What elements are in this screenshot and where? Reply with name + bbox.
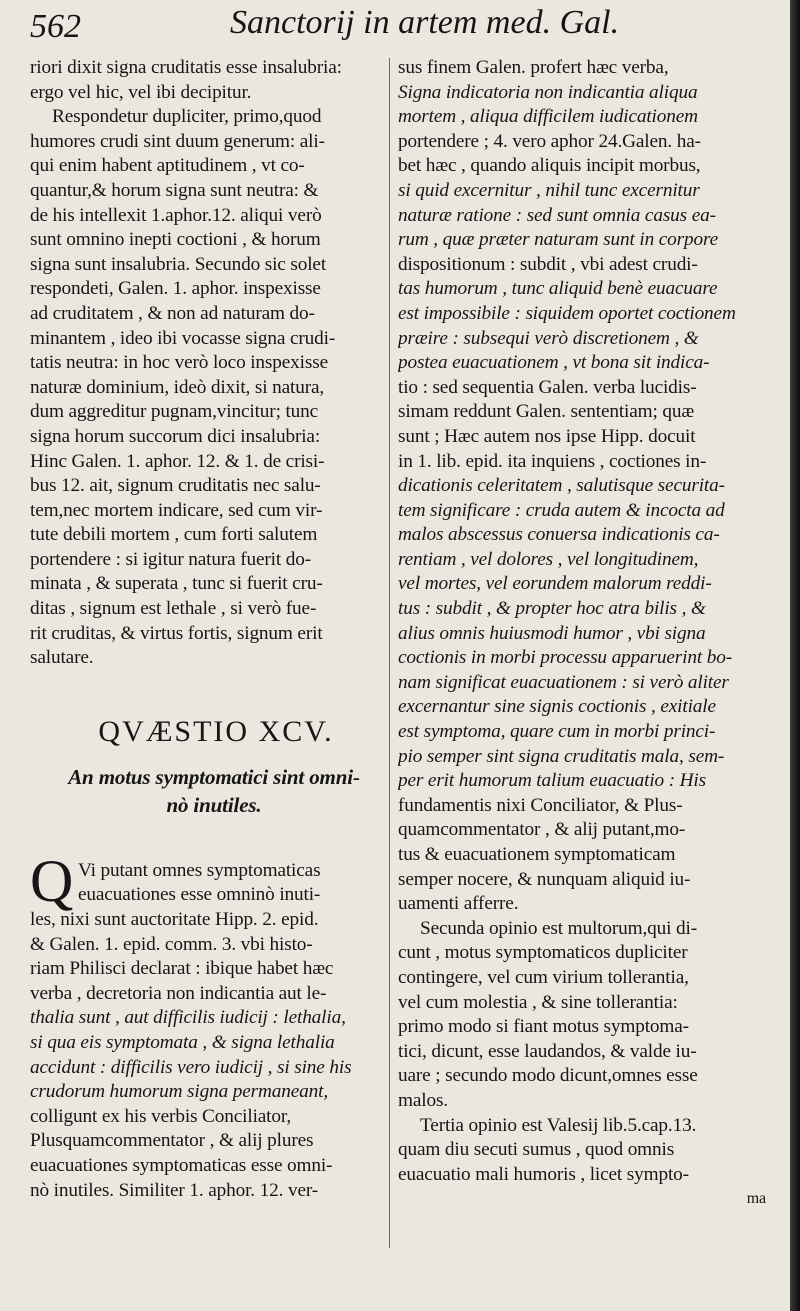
text-line: colligunt ex his verbis Conciliator, [30, 1105, 292, 1127]
text-line: ergo vel hic, vel ibi decipitur. [30, 81, 252, 103]
text-line: uare ; secundo modo dicunt,omnes esse [398, 1065, 698, 1087]
text-line: portendere ; 4. vero aphor 24.Galen. ha- [398, 130, 701, 152]
text-line: uamenti afferre. [398, 893, 519, 915]
text-line: est symptoma, quare cum in morbi princi- [398, 721, 716, 743]
text-line: alius omnis huiusmodi humor , vbi signa [398, 622, 706, 644]
text-line: pio semper sint signa cruditatis mala, sem- [398, 745, 725, 767]
text-line: sunt omnino inepti coctioni , & horum [30, 229, 321, 251]
text-line: crudorum humorum signa permaneant, [30, 1081, 329, 1103]
text-line: ad cruditatem , & non ad naturam do- [30, 302, 315, 324]
text-line: dum aggreditur pugnam,vincitur; tunc [30, 401, 319, 423]
text-line: & Galen. 1. epid. comm. 3. vbi histo- [30, 933, 313, 955]
text-line: thalia sunt , aut difficilis iudicij : lethalia, [30, 1007, 346, 1029]
text-line: rentiam , vel dolores , vel longitudinem, [398, 548, 699, 570]
running-title: Sanctorij in artem med. Gal. [230, 4, 620, 41]
text-line: bus 12. ait, signum cruditatis nec salu- [30, 475, 321, 497]
text-line: Secunda opinio est multorum,qui di- [420, 917, 697, 939]
text-line: Hinc Galen. 1. aphor. 12. & 1. de crisi- [30, 450, 325, 472]
page-edge-shadow [790, 0, 800, 1311]
spacer [30, 753, 382, 763]
text-line: signa sunt insalubria. Secundo sic solet [30, 253, 327, 275]
right-column [398, 56, 766, 1212]
drop-cap: Q [30, 847, 74, 914]
text-line: ditas , signum est lethale , si verò fue- [30, 598, 317, 620]
text-line: simam reddunt Galen. sententiam; quæ [398, 401, 695, 423]
text-line: tio : sed sequentia Galen. verba lucidis- [398, 376, 697, 398]
text-line: si quid excernitur , nihil tunc excernitur [398, 179, 700, 201]
text-line: euacuatio mali humoris , licet sympto- [398, 1163, 689, 1185]
text-line: qui enim habent aptitudinem , vt co- [30, 155, 305, 177]
text-line: fundamentis nixi Conciliator, & Plus- [398, 794, 683, 816]
text-line: minata , & superata , tunc si fuerit cru- [30, 573, 323, 595]
text-line: per erit humorum talium euacuatio : His [398, 770, 706, 792]
page-header [30, 4, 770, 54]
text-line: tute debili mortem , cum forti salutem [30, 524, 318, 546]
text-line: quam diu secuti sumus , quod omnis [398, 1139, 675, 1161]
text-line: malos abscessus conuersa indicationis ca- [398, 524, 720, 546]
text-line: si qua eis symptomata , & signa lethalia [30, 1032, 335, 1053]
text-line: mortem , aliqua difficilem iudicationem [398, 106, 698, 128]
text-line: tici, dicunt, esse laudandos, & valde iu- [398, 1040, 697, 1062]
text-line: bet hæc , quando aliquis incipit morbus, [398, 155, 701, 177]
text-line: respondeti, Galen. 1. aphor. inspexisse [30, 278, 321, 300]
text-line: vel mortes, vel eorundem malorum reddi- [398, 573, 712, 595]
text-line: riam Philisci declarat : ibique habet hæc [30, 958, 334, 980]
text-line: Plusquamcommentator , & alij plures [30, 1130, 314, 1152]
question-title: QVÆSTIO XCV. [98, 714, 334, 748]
text-line: euacuationes esse omninò inuti- [78, 884, 321, 906]
text-line: postea euacuationem , vt bona sit indica- [398, 352, 710, 374]
text-line: vel cum molestia , & sine tollerantia: [398, 991, 678, 1013]
text-line: accidunt : difficilis vero iudicij , si sine his [30, 1056, 352, 1078]
column-divider [389, 58, 390, 1248]
text-line: in 1. lib. epid. ita inquiens , coctiones in- [398, 450, 707, 472]
text-line: Respondetur dupliciter, primo,quod [52, 106, 322, 128]
text-line: semper nocere, & nunquam aliquid iu- [398, 868, 691, 890]
spacer [30, 819, 382, 859]
text-line: euacuationes symptomaticas esse omni- [30, 1154, 333, 1176]
text-line: primo modo si fiant motus symptoma- [398, 1016, 689, 1038]
text-line: contingere, vel cum virium tollerantia, [398, 966, 689, 988]
text-line: portendere : si igitur natura fuerit do- [30, 548, 311, 570]
text-line: tem significare : cruda autem & incocta ad [398, 499, 725, 521]
text-line: sus finem Galen. profert hæc verba, [398, 57, 669, 78]
page-number: 562 [30, 8, 81, 45]
text-line: coctionis in morbi processu apparuerint bo- [398, 647, 732, 669]
text-line: signa horum succorum dici insalubria: [30, 425, 321, 447]
text-line: cunt , motus symptomaticos dupliciter [398, 942, 688, 964]
text-line: minantem , ideo ibi vocasse signa crudi- [30, 327, 336, 349]
text-line: nò inutiles. Similiter 1. aphor. 12. ver- [30, 1179, 319, 1201]
text-line: humores crudi sint duum generum: ali- [30, 130, 325, 152]
text-line: naturæ dominium, ideò dixit, si natura, [30, 376, 325, 398]
left-column [30, 56, 382, 1203]
question-subtitle: An motus symptomatici sint omni- [68, 764, 360, 789]
text-line: rum , quæ præter naturam sunt in corpore [398, 229, 719, 251]
question-subtitle: nò inutiles. [166, 792, 262, 817]
text-line: tas humorum , tunc aliquid benè euacuare [398, 278, 718, 300]
text-line-content: Vi putant omnes symptomaticas [78, 859, 321, 881]
text-line: quantur,& horum signa sunt neutra: & [30, 179, 319, 201]
text-line: malos. [398, 1089, 448, 1111]
text-line: les, nixi sunt auctoritate Hipp. 2. epid. [30, 909, 319, 931]
text-line: salutare. [30, 647, 94, 669]
text-line: sunt ; Hæc autem nos ipse Hipp. docuit [398, 425, 696, 447]
text-line: tem,nec mortem indicare, sed cum vir- [30, 499, 323, 521]
text-line: præire : subsequi verò discretionem , & [398, 327, 699, 349]
text-line: verba , decretoria non indicantia aut le- [30, 982, 327, 1004]
spacer [30, 671, 382, 711]
text-line: Tertia opinio est Valesij lib.5.cap.13. [420, 1114, 697, 1136]
text-line: quamcommentator , & alij putant,mo- [398, 819, 686, 841]
catchword: ma [746, 1190, 766, 1208]
text-line: tus : subdit , & propter hoc atra bilis , & [398, 598, 706, 620]
text-line: dicationis celeritatem , salutisque securita- [398, 475, 725, 497]
text-line: excernantur sine signis coctionis , exitiale [398, 696, 716, 718]
text-line: riori dixit signa cruditatis esse insalubria: [30, 57, 342, 78]
text-line: naturæ ratione : sed sunt omnia casus ea- [398, 204, 716, 226]
text-line: dispositionum : subdit , vbi adest crudi- [398, 253, 698, 275]
text-line: nam significat euacuationem : si verò aliter [398, 671, 729, 693]
text-line: Signa indicatoria non indicantia aliqua [398, 81, 698, 103]
text-line: tus & euacuationem symptomaticam [398, 844, 676, 865]
text-line: tatis neutra: in hoc verò loco inspexisse [30, 352, 328, 374]
text-line: de his intellexit 1.aphor.12. aliqui verò [30, 204, 322, 226]
text-line: rit cruditas, & virtus fortis, signum erit [30, 622, 323, 644]
text-line: est impossibile : siquidem oportet coctionem [398, 302, 736, 324]
